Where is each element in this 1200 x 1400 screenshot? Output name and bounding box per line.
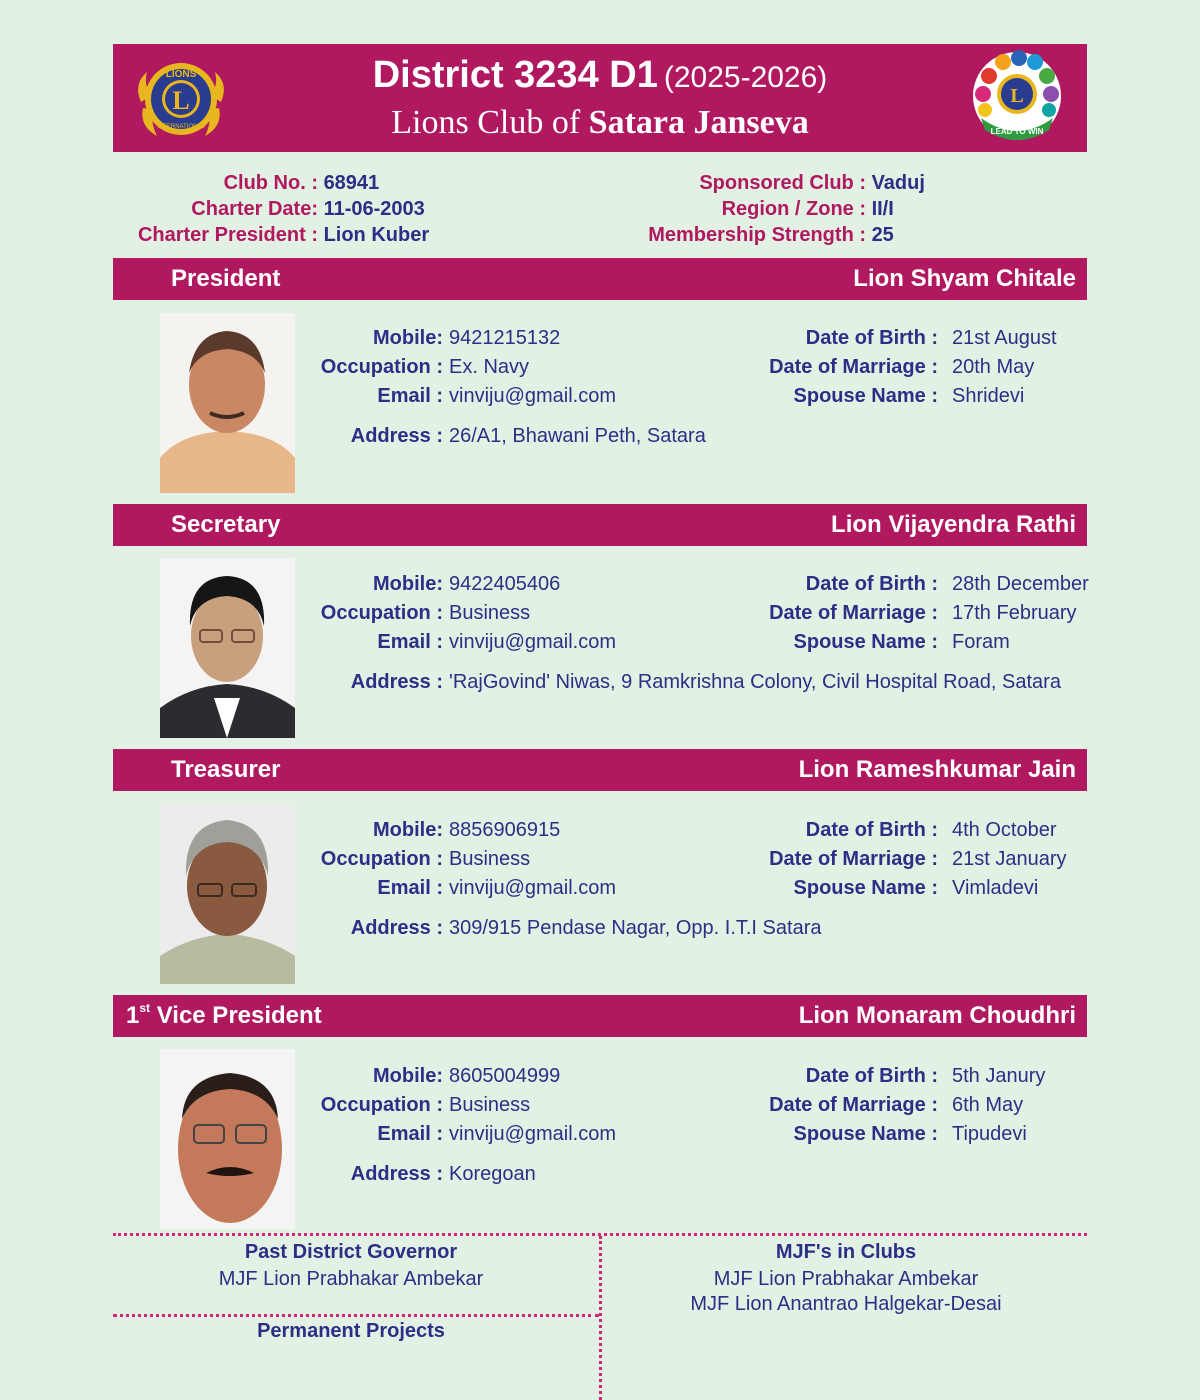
mjf-title: MJF's in Clubs: [775, 1241, 917, 1263]
mobile-value: 9421215132: [449, 327, 561, 349]
spouse-field: [728, 629, 1010, 655]
dom-field: [728, 354, 1034, 380]
email-value: vinviju@gmail.com: [449, 877, 617, 899]
treasurer-band: [113, 749, 1087, 791]
address-field: [223, 1161, 536, 1187]
dom-value: 6th May: [952, 1094, 1024, 1116]
svg-text:L: L: [172, 86, 190, 115]
dob-label: Date of Birth :: [805, 573, 938, 595]
charter-date-value: 11-06-2003: [323, 198, 425, 220]
occupation-field: [223, 1092, 530, 1118]
vice-president-band: [113, 995, 1087, 1037]
mobile-value: 8605004999: [449, 1065, 561, 1087]
club-no-label: Club No. :: [223, 172, 318, 194]
email-value: vinviju@gmail.com: [449, 1123, 617, 1145]
membership-row: [626, 222, 894, 248]
dob-field: [728, 1063, 1045, 1089]
email-label: Email :: [377, 385, 443, 407]
dob-field: [728, 571, 1089, 597]
spouse-label: Spouse Name :: [793, 1123, 938, 1145]
address-label: Address :: [350, 917, 443, 939]
club-title: [113, 104, 1087, 142]
vice-president-details: [113, 1063, 1087, 1243]
mjf-name: MJF Lion Prabhakar Ambekar: [713, 1268, 979, 1290]
occupation-label: Occupation :: [320, 1094, 443, 1116]
occupation-label: Occupation :: [320, 602, 443, 624]
mobile-field: [223, 325, 560, 351]
officer-name: Lion Rameshkumar Jain: [798, 756, 1076, 783]
club-info: [113, 170, 1087, 252]
lead-to-win-logo: [967, 48, 1067, 148]
dom-value: 20th May: [952, 356, 1035, 378]
mobile-value: 9422405406: [449, 573, 561, 595]
dob-label: Date of Birth :: [805, 327, 938, 349]
role-ordinal: st: [139, 1001, 151, 1015]
email-value: vinviju@gmail.com: [449, 385, 617, 407]
dob-value: 5th Janury: [952, 1065, 1046, 1087]
address-label: Address :: [350, 425, 443, 447]
dob-label: Date of Birth :: [805, 819, 938, 841]
dom-value: 17th February: [952, 602, 1077, 624]
projects-title: Permanent Projects: [257, 1320, 445, 1342]
dob-value: 21st August: [952, 327, 1057, 349]
sponsored-club-label: Sponsored Club :: [699, 172, 866, 194]
spouse-value: Foram: [952, 631, 1010, 653]
address-field: [223, 669, 1061, 695]
email-field: [223, 629, 616, 655]
dom-label: Date of Marriage :: [769, 1094, 938, 1116]
address-value: 26/A1, Bhawani Peth, Satara: [449, 425, 706, 447]
secretary-band: [113, 504, 1087, 546]
role-title: Vice President: [156, 1002, 322, 1029]
address-label: Address :: [350, 671, 443, 693]
email-field: [223, 875, 616, 901]
pdg-title: Past District Governor: [244, 1241, 458, 1263]
charter-date-label: Charter Date:: [191, 198, 318, 220]
club-no-row: [113, 170, 379, 196]
dom-field: [728, 1092, 1023, 1118]
address-label: Address :: [350, 1163, 443, 1185]
occupation-field: [223, 354, 529, 380]
treasurer-details: [113, 817, 1087, 997]
mobile-label: Mobile:: [373, 819, 443, 841]
spouse-value: Shridevi: [952, 385, 1025, 407]
sponsored-club-value: Vaduj: [871, 172, 925, 194]
occupation-value: Ex. Navy: [449, 356, 530, 378]
spouse-label: Spouse Name :: [793, 877, 938, 899]
occupation-label: Occupation :: [320, 848, 443, 870]
district-name: District 3234 D1: [372, 54, 658, 96]
mobile-label: Mobile:: [373, 1065, 443, 1087]
officer-name: Lion Vijayendra Rathi: [831, 511, 1076, 538]
footer-divider-mid: [113, 1314, 599, 1317]
email-field: [223, 383, 616, 409]
secretary-details: [113, 571, 1087, 751]
mobile-field: [223, 1063, 560, 1089]
mobile-field: [223, 571, 560, 597]
pdg-name: MJF Lion Prabhakar Ambekar: [218, 1268, 484, 1290]
mobile-label: Mobile:: [373, 573, 443, 595]
svg-text:L: L: [1010, 85, 1024, 107]
officer-role: Treasurer: [171, 756, 281, 783]
email-label: Email :: [377, 631, 443, 653]
spouse-field: [728, 1121, 1027, 1147]
dom-label: Date of Marriage :: [769, 602, 938, 624]
dom-value: 21st January: [952, 848, 1067, 870]
membership-label: Membership Strength :: [648, 224, 866, 246]
email-field: [223, 1121, 616, 1147]
region-zone-value: II/I: [871, 198, 894, 220]
officer-role: Secretary: [171, 511, 281, 538]
club-no-value: 68941: [323, 172, 380, 194]
occupation-value: Business: [449, 1094, 531, 1116]
address-value: 'RajGovind' Niwas, 9 Ramkrishna Colony, Civil Hospital Road, Satara: [449, 671, 1061, 693]
role-number: 1: [126, 1002, 140, 1029]
header-banner: [113, 44, 1087, 152]
region-zone-label: Region / Zone :: [721, 198, 866, 220]
district-years: (2025-2026): [663, 61, 828, 94]
charter-date-row: [113, 196, 425, 222]
spouse-label: Spouse Name :: [793, 385, 938, 407]
svg-text:LEAD TO WIN: LEAD TO WIN: [990, 127, 1044, 136]
email-value: vinviju@gmail.com: [449, 631, 617, 653]
address-field: [223, 915, 821, 941]
occupation-field: [223, 600, 530, 626]
mobile-field: [223, 817, 560, 843]
occupation-value: Business: [449, 602, 531, 624]
dom-label: Date of Marriage :: [769, 356, 938, 378]
svg-text:INTERNATIONAL: INTERNATIONAL: [157, 124, 205, 130]
email-label: Email :: [377, 1123, 443, 1145]
dob-label: Date of Birth :: [805, 1065, 938, 1087]
occupation-field: [223, 846, 530, 872]
region-zone-row: [626, 196, 894, 222]
mobile-label: Mobile:: [373, 327, 443, 349]
officer-role: [126, 995, 322, 1037]
spouse-field: [728, 875, 1038, 901]
address-value: Koregoan: [449, 1163, 536, 1185]
dom-field: [728, 600, 1077, 626]
president-band: [113, 258, 1087, 300]
officer-name: Lion Monaram Choudhri: [798, 1002, 1076, 1029]
spouse-value: Vimladevi: [952, 877, 1039, 899]
officer-name: Lion Shyam Chitale: [853, 265, 1076, 292]
dob-value: 4th October: [952, 819, 1057, 841]
spouse-value: Tipudevi: [952, 1123, 1027, 1145]
dom-label: Date of Marriage :: [769, 848, 938, 870]
dob-value: 28th December: [952, 573, 1089, 595]
charter-president-value: Lion Kuber: [323, 224, 430, 246]
spouse-label: Spouse Name :: [793, 631, 938, 653]
spouse-field: [728, 383, 1024, 409]
occupation-label: Occupation :: [320, 356, 443, 378]
club-name: Satara Janseva: [588, 104, 809, 141]
occupation-value: Business: [449, 848, 531, 870]
sponsored-club-row: [626, 170, 925, 196]
charter-president-row: [113, 222, 429, 248]
charter-president-label: Charter President :: [137, 224, 318, 246]
district-title: [113, 54, 1087, 97]
president-details: [113, 325, 1087, 505]
dom-field: [728, 846, 1067, 872]
footer: [113, 1233, 1087, 1400]
address-value: 309/915 Pendase Nagar, Opp. I.T.I Satara: [449, 917, 822, 939]
svg-text:LIONS: LIONS: [165, 69, 197, 80]
email-label: Email :: [377, 877, 443, 899]
officer-role: President: [171, 265, 281, 292]
dob-field: [728, 325, 1057, 351]
mjf-name: MJF Lion Anantrao Halgekar-Desai: [690, 1293, 1002, 1315]
membership-value: 25: [871, 224, 894, 246]
club-prefix: Lions Club of: [391, 104, 581, 141]
mobile-value: 8856906915: [449, 819, 561, 841]
address-field: [223, 423, 706, 449]
dob-field: [728, 817, 1057, 843]
